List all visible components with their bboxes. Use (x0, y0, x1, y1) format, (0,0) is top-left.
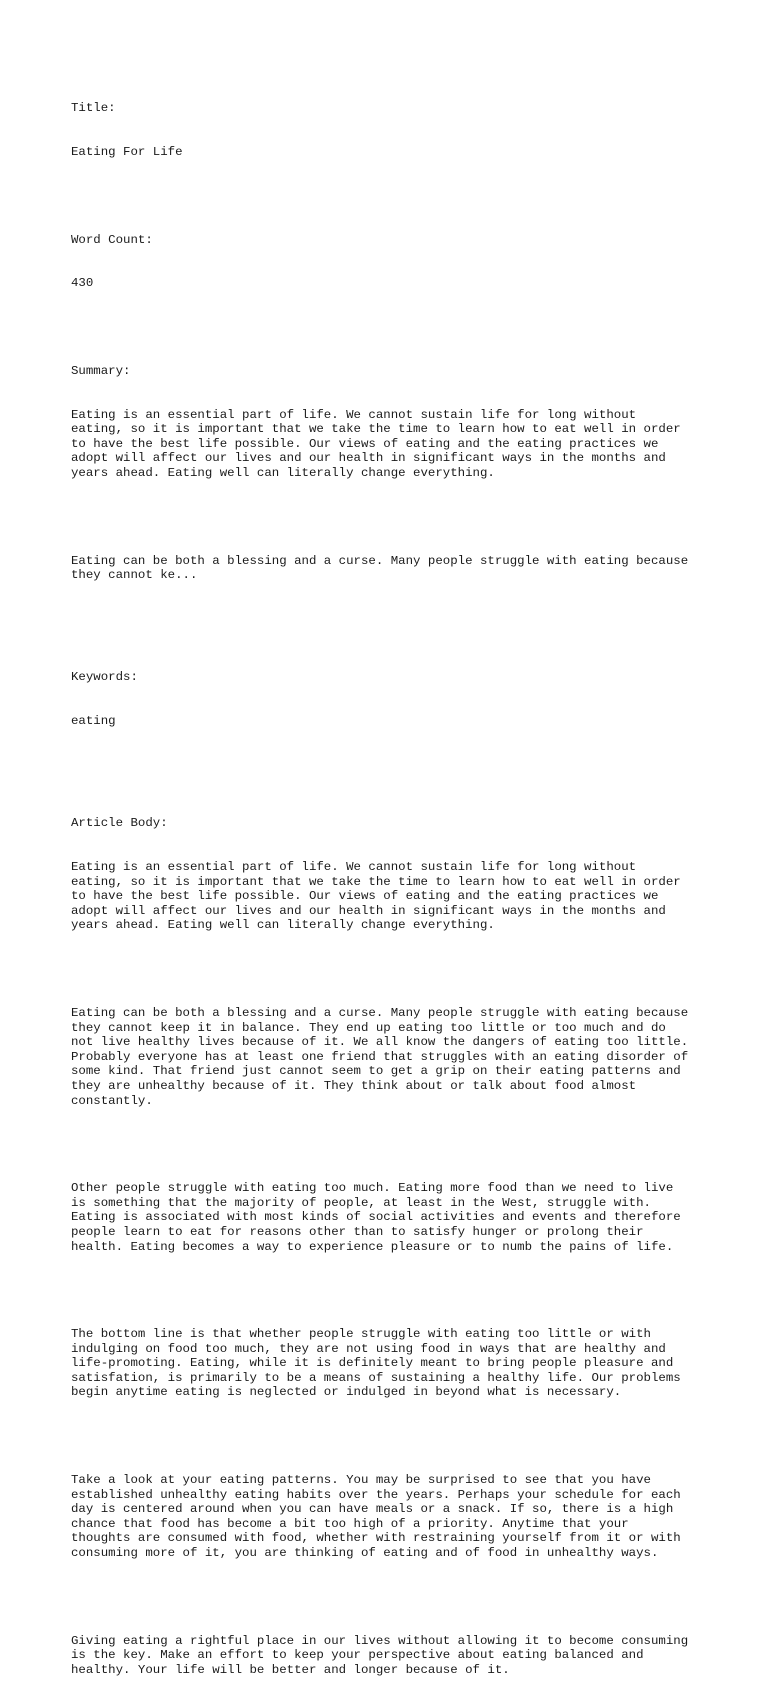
word-count-value: 430 (71, 276, 94, 291)
body-paragraph: Eating is an essential part of life. We cannot sustain life for long without eating, so it is important that we take the time to learn how to eat well in order to have the best life possible. Our views of eating and the eating practices we adopt will affect our lives and our health in significant ways in the months and years ahead. Eating well can literally change everything. (71, 860, 681, 933)
title-value: Eating For Life (71, 144, 183, 159)
summary-paragraph: Eating can be both a blessing and a curse. Many people struggle with eating because they cannot ke... (71, 553, 689, 583)
body-paragraph: Eating can be both a blessing and a curse. Many people struggle with eating because they cannot keep it in balance. They end up eating too little or too much and do not live healthy lives because of it. We all know the dangers of eating too little. Probably everyone has at least one friend that struggles with an eating disorder of some kind. That friend just cannot seem to get a grip on their eating patterns and they are unhealthy because of it. They think about or talk about food almost constantly. (71, 1006, 689, 1108)
keywords-value: eating (71, 714, 116, 729)
word-count-label: Word Count: (71, 232, 153, 247)
body-paragraph: The bottom line is that whether people struggle with eating too little or with indulging on food too much, they are not using food in ways that are healthy and life-promoting. Eating, while it is definitely meant to bring people pleasure and satisfation, is primarily to be a means of sustaining a healthy life. Our problems begin anytime eating is neglected or indulged in beyond what is necessary. (71, 1327, 681, 1400)
body-paragraph: Giving eating a rightful place in our lives without allowing it to become consuming is the key. Make an effort to keep your perspective about eating balanced and healthy. Your life will be better and longer because of it. (71, 1633, 689, 1677)
summary-paragraph: Eating is an essential part of life. We cannot sustain life for long without eating, so it is important that we take the time to learn how to eat well in order to have the best life possible. Our views of eating and the eating practices we adopt will affect our lives and our health in significant ways in the months and years ahead. Eating well can literally change everything. (71, 407, 681, 481)
document-page (71, 72, 711, 1692)
summary-label: Summary: (71, 363, 131, 378)
body-paragraph: Take a look at your eating patterns. You may be surprised to see that you have established unhealthy eating habits over the years. Perhaps your schedule for each day is centered around when you can have meals or a snack. If so, there is a high chance that food has become a bit too high of a priority. Anytime that your thoughts are consumed with food, whether with restraining yourself from it or with consuming more of it, you are thinking of eating and of food in unhealthy ways. (71, 1473, 681, 1560)
article-body-label: Article Body: (71, 816, 168, 831)
keywords-label: Keywords: (71, 670, 138, 685)
title-label: Title: (71, 101, 116, 116)
body-paragraph: Other people struggle with eating too much. Eating more food than we need to live is something that the majority of people, at least in the West, struggle with. Eating is associated with most kinds of social activities and events and therefore people learn to eat for reasons other than to satisfy hunger or prolong their health. Eating becomes a way to experience pleasure or to numb the pains of life. (71, 1181, 681, 1254)
